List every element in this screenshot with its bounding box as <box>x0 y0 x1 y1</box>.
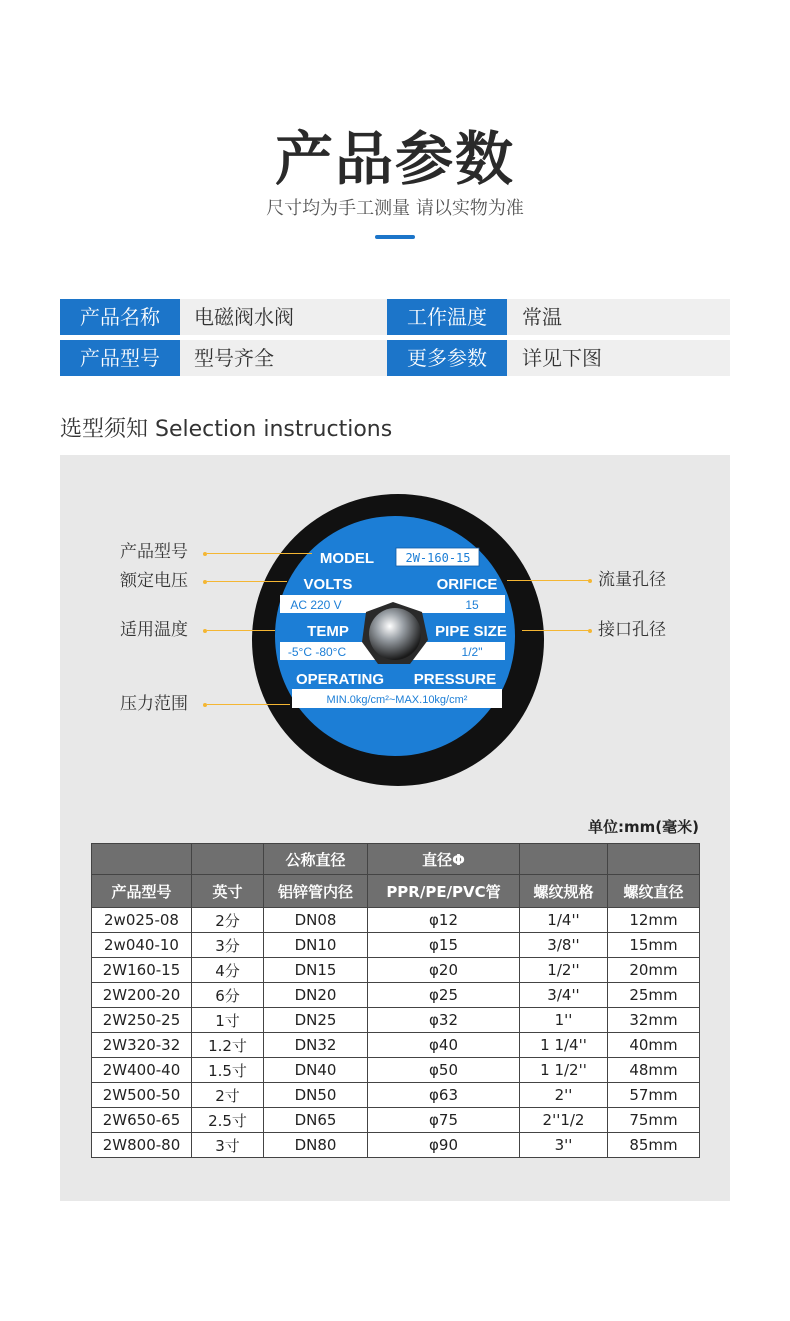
table-row <box>92 908 700 933</box>
table-cell: 32mm <box>608 1008 700 1033</box>
table-cell: 75mm <box>608 1108 700 1133</box>
callout-model: 产品型号 <box>120 542 188 562</box>
temp-label: TEMP <box>307 623 349 640</box>
section-heading: 选型须知 Selection instructions <box>60 417 393 442</box>
table-cell: 2W320-32 <box>92 1033 192 1058</box>
table-row <box>92 1008 700 1033</box>
table-cell: 2'' <box>520 1083 608 1108</box>
table-cell: φ15 <box>368 933 520 958</box>
header-cell: 螺纹规格 <box>520 875 608 908</box>
header-cell: 铝锌管内径 <box>264 875 368 908</box>
table-cell: 2W250-25 <box>92 1008 192 1033</box>
callout-port-size: 接口孔径 <box>598 620 666 640</box>
table-cell: 2W200-20 <box>92 983 192 1008</box>
temp-value: -5°C -80°C <box>287 645 347 659</box>
table-row <box>92 1133 700 1158</box>
table-cell: 1.2寸 <box>192 1033 264 1058</box>
table-cell: 1寸 <box>192 1008 264 1033</box>
table-cell: DN25 <box>264 1008 368 1033</box>
table-cell: φ25 <box>368 983 520 1008</box>
table-cell: DN20 <box>264 983 368 1008</box>
group-header-cell <box>608 844 700 875</box>
table-cell: 1 1/4'' <box>520 1033 608 1058</box>
callout-temperature-line <box>207 630 275 631</box>
unit-note: 单位:mm(毫米) <box>588 818 699 836</box>
header-cell: PPR/PE/PVC管 <box>368 875 520 908</box>
table-cell: DN40 <box>264 1058 368 1083</box>
table-cell: 1/2'' <box>520 958 608 983</box>
table-cell: DN32 <box>264 1033 368 1058</box>
callout-model-line <box>207 553 312 554</box>
table-cell: 12mm <box>608 908 700 933</box>
table-cell: 1.5寸 <box>192 1058 264 1083</box>
callout-flow-dot <box>588 579 592 583</box>
table-row <box>92 1083 700 1108</box>
table-cell: 3分 <box>192 933 264 958</box>
model-value: 2W-160-15 <box>405 551 471 565</box>
callout-voltage: 额定电压 <box>120 571 188 591</box>
table-cell: DN08 <box>264 908 368 933</box>
table-cell: 25mm <box>608 983 700 1008</box>
working-temp-label: 工作温度 <box>387 299 507 335</box>
table-row <box>92 958 700 983</box>
pipe-size-label: PIPE SIZE <box>435 623 507 640</box>
table-cell: 1'' <box>520 1008 608 1033</box>
callout-port-dot <box>588 629 592 633</box>
table-cell: DN80 <box>264 1133 368 1158</box>
working-temp-value: 常温 <box>522 305 562 329</box>
table-cell: φ32 <box>368 1008 520 1033</box>
header-cell: 螺纹直径 <box>608 875 700 908</box>
page-subtitle: 尺寸均为手工测量 请以实物为准 <box>266 198 524 219</box>
product-name-value: 电磁阀水阀 <box>194 305 294 329</box>
pipe-size-value: 1/2" <box>461 645 483 659</box>
table-cell: DN10 <box>264 933 368 958</box>
table-cell: 1 1/2'' <box>520 1058 608 1083</box>
table-cell: 1/4'' <box>520 908 608 933</box>
group-header-cell: 公称直径 <box>264 844 368 875</box>
table-cell: 2W800-80 <box>92 1133 192 1158</box>
group-header-cell <box>520 844 608 875</box>
callout-port-line <box>522 630 589 631</box>
table-cell: φ50 <box>368 1058 520 1083</box>
callout-flow-orifice: 流量孔径 <box>598 570 666 590</box>
table-cell: 2W500-50 <box>92 1083 192 1108</box>
operating-label: OPERATING <box>295 671 385 688</box>
table-cell: 2寸 <box>192 1083 264 1108</box>
table-cell: 2W650-65 <box>92 1108 192 1133</box>
orifice-value: 15 <box>465 598 479 612</box>
callout-voltage-line <box>207 581 287 582</box>
table-cell: 3寸 <box>192 1133 264 1158</box>
table-header-row <box>92 875 700 908</box>
callout-temperature: 适用温度 <box>120 620 188 640</box>
table-cell: φ90 <box>368 1133 520 1158</box>
table-cell: 2''1/2 <box>520 1108 608 1133</box>
callout-pressure-line <box>207 704 290 705</box>
header-cell: 英寸 <box>192 875 264 908</box>
product-model-label: 产品型号 <box>60 340 180 376</box>
table-row <box>92 933 700 958</box>
table-cell: 2w025-08 <box>92 908 192 933</box>
table-cell: DN50 <box>264 1083 368 1108</box>
product-model-value: 型号齐全 <box>194 346 274 370</box>
group-header-cell <box>192 844 264 875</box>
page-title: 产品参数 <box>274 125 515 193</box>
table-cell: 3'' <box>520 1133 608 1158</box>
spec-row-1 <box>60 299 730 335</box>
volts-value: AC 220 V <box>290 598 342 612</box>
table-cell: 3/8'' <box>520 933 608 958</box>
table-cell: 2W160-15 <box>92 958 192 983</box>
table-cell: 57mm <box>608 1083 700 1108</box>
more-params-value: 详见下图 <box>522 346 602 370</box>
group-header-cell: 直径Φ <box>368 844 520 875</box>
table-cell: 2分 <box>192 908 264 933</box>
orifice-label: ORIFICE <box>436 576 498 593</box>
volts-label: VOLTS <box>303 576 353 593</box>
table-cell: 2w040-10 <box>92 933 192 958</box>
product-name-label: 产品名称 <box>60 299 180 335</box>
table-group-header-row <box>92 844 700 875</box>
callout-pressure: 压力范围 <box>120 694 188 714</box>
table-cell: 85mm <box>608 1133 700 1158</box>
table-row <box>92 1058 700 1083</box>
table-row <box>92 1033 700 1058</box>
table-row <box>92 1108 700 1133</box>
valve-nameplate <box>250 492 546 788</box>
table-cell: φ12 <box>368 908 520 933</box>
group-header-cell <box>92 844 192 875</box>
table-cell: 20mm <box>608 958 700 983</box>
title-accent-bar <box>375 235 415 239</box>
spec-table <box>91 843 700 1158</box>
table-row <box>92 983 700 1008</box>
table-cell: φ63 <box>368 1083 520 1108</box>
table-cell: 3/4'' <box>520 983 608 1008</box>
table-cell: 4分 <box>192 958 264 983</box>
spec-row-2 <box>60 340 730 376</box>
table-cell: DN15 <box>264 958 368 983</box>
table-cell: φ75 <box>368 1108 520 1133</box>
table-cell: 6分 <box>192 983 264 1008</box>
pressure-value: MIN.0kg/cm²~MAX.10kg/cm² <box>326 694 468 706</box>
table-cell: φ40 <box>368 1033 520 1058</box>
model-label: MODEL <box>319 550 375 567</box>
header-cell: 产品型号 <box>92 875 192 908</box>
table-cell: 15mm <box>608 933 700 958</box>
pressure-label: PRESSURE <box>413 671 497 688</box>
table-cell: 2W400-40 <box>92 1058 192 1083</box>
table-cell: φ20 <box>368 958 520 983</box>
table-cell: 48mm <box>608 1058 700 1083</box>
table-cell: 40mm <box>608 1033 700 1058</box>
table-cell: DN65 <box>264 1108 368 1133</box>
table-cell: 2.5寸 <box>192 1108 264 1133</box>
callout-flow-line <box>507 580 589 581</box>
more-params-label: 更多参数 <box>387 340 507 376</box>
